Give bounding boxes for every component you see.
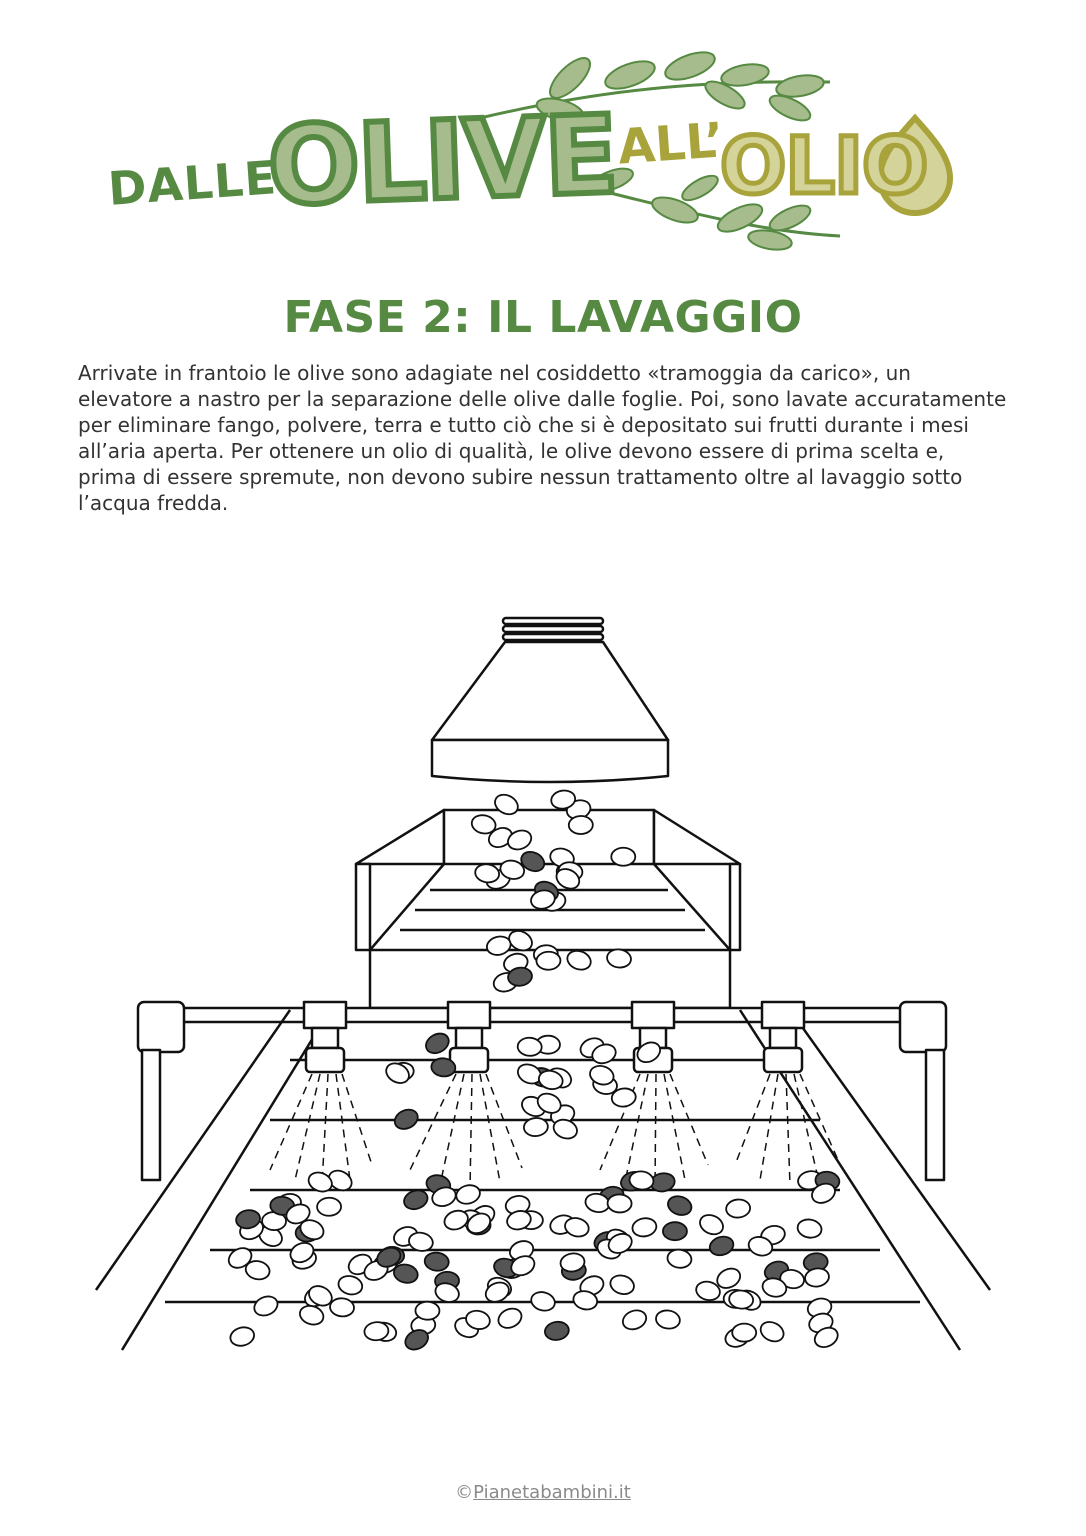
olive-icon — [495, 1305, 524, 1331]
olive-icon — [725, 1199, 750, 1219]
olive-icon — [251, 1293, 280, 1319]
olive-icon — [666, 1248, 692, 1269]
olive-icon — [707, 1234, 735, 1258]
olive-icon — [663, 1222, 687, 1240]
olive-icon — [569, 816, 593, 834]
logo-word-olio: OLIO — [720, 122, 928, 212]
olive-icon — [536, 951, 561, 970]
olive-icon — [430, 1057, 456, 1077]
olive-icon — [697, 1211, 726, 1237]
olive-icon — [655, 1309, 682, 1331]
olive-icon — [492, 791, 522, 818]
olive-icon — [631, 1216, 658, 1238]
page-title: FASE 2: IL LAVAGGIO — [283, 292, 803, 343]
olive-icon — [611, 848, 635, 866]
site-link[interactable]: Pianetabambini.it — [473, 1482, 631, 1503]
olive-icon — [415, 1302, 439, 1320]
olive-icon — [634, 1039, 664, 1067]
olive-icon — [544, 1320, 571, 1342]
olive-icon — [422, 1030, 452, 1057]
olive-icon — [402, 1187, 431, 1212]
olive-icon — [517, 1037, 542, 1056]
logo-word-all: ALL’ — [616, 112, 726, 176]
olive-icon — [565, 948, 594, 973]
olive-icon — [757, 1318, 787, 1345]
olive-icon — [796, 1218, 823, 1240]
olive-icon — [329, 1297, 354, 1317]
olive-icon — [392, 1106, 421, 1133]
olive-icon — [297, 1303, 325, 1328]
footer — [0, 1482, 1086, 1503]
body-paragraph: Arrivate in frantoio le olive sono adagiate nel cosiddetto «tramoggia da carico», un elevatore a nastro per la separazione delle olive dalle foglie. Poi, sono lavate accuratamente per eliminare fango, polvere, terra e tutto ciò che si è depositato sui frutti durante i mesi all’aria aperta. Per ottenere un olio di qualità, le olive devono essere di prima scelta e, prima di essere spremute, non devono subire nessun trattamento oltre al lavaggio sotto l’acqua fredda. — [78, 361, 1007, 515]
copyright-symbol: © — [455, 1482, 474, 1503]
olive-icon — [454, 1183, 482, 1207]
olive-icon — [732, 1324, 756, 1342]
header-logo — [0, 0, 1086, 270]
olive-icon — [608, 1273, 636, 1297]
olive-icon — [337, 1274, 365, 1297]
olive-icon — [317, 1198, 341, 1216]
olive-icon — [620, 1307, 649, 1332]
logo-word-olive: OLIVE — [265, 92, 619, 231]
washing-machine-illustration — [0, 590, 1086, 1370]
olive-icon — [424, 1251, 450, 1271]
olive-icon — [228, 1325, 256, 1349]
olive-icon — [523, 1117, 548, 1137]
olive-icon — [607, 1194, 632, 1213]
olive-icon — [529, 1289, 557, 1313]
olive-icon — [665, 1193, 694, 1218]
olive-icon — [606, 948, 632, 969]
logo-word-dalle: DALLE — [106, 150, 279, 216]
olives-group — [0, 590, 1086, 1370]
